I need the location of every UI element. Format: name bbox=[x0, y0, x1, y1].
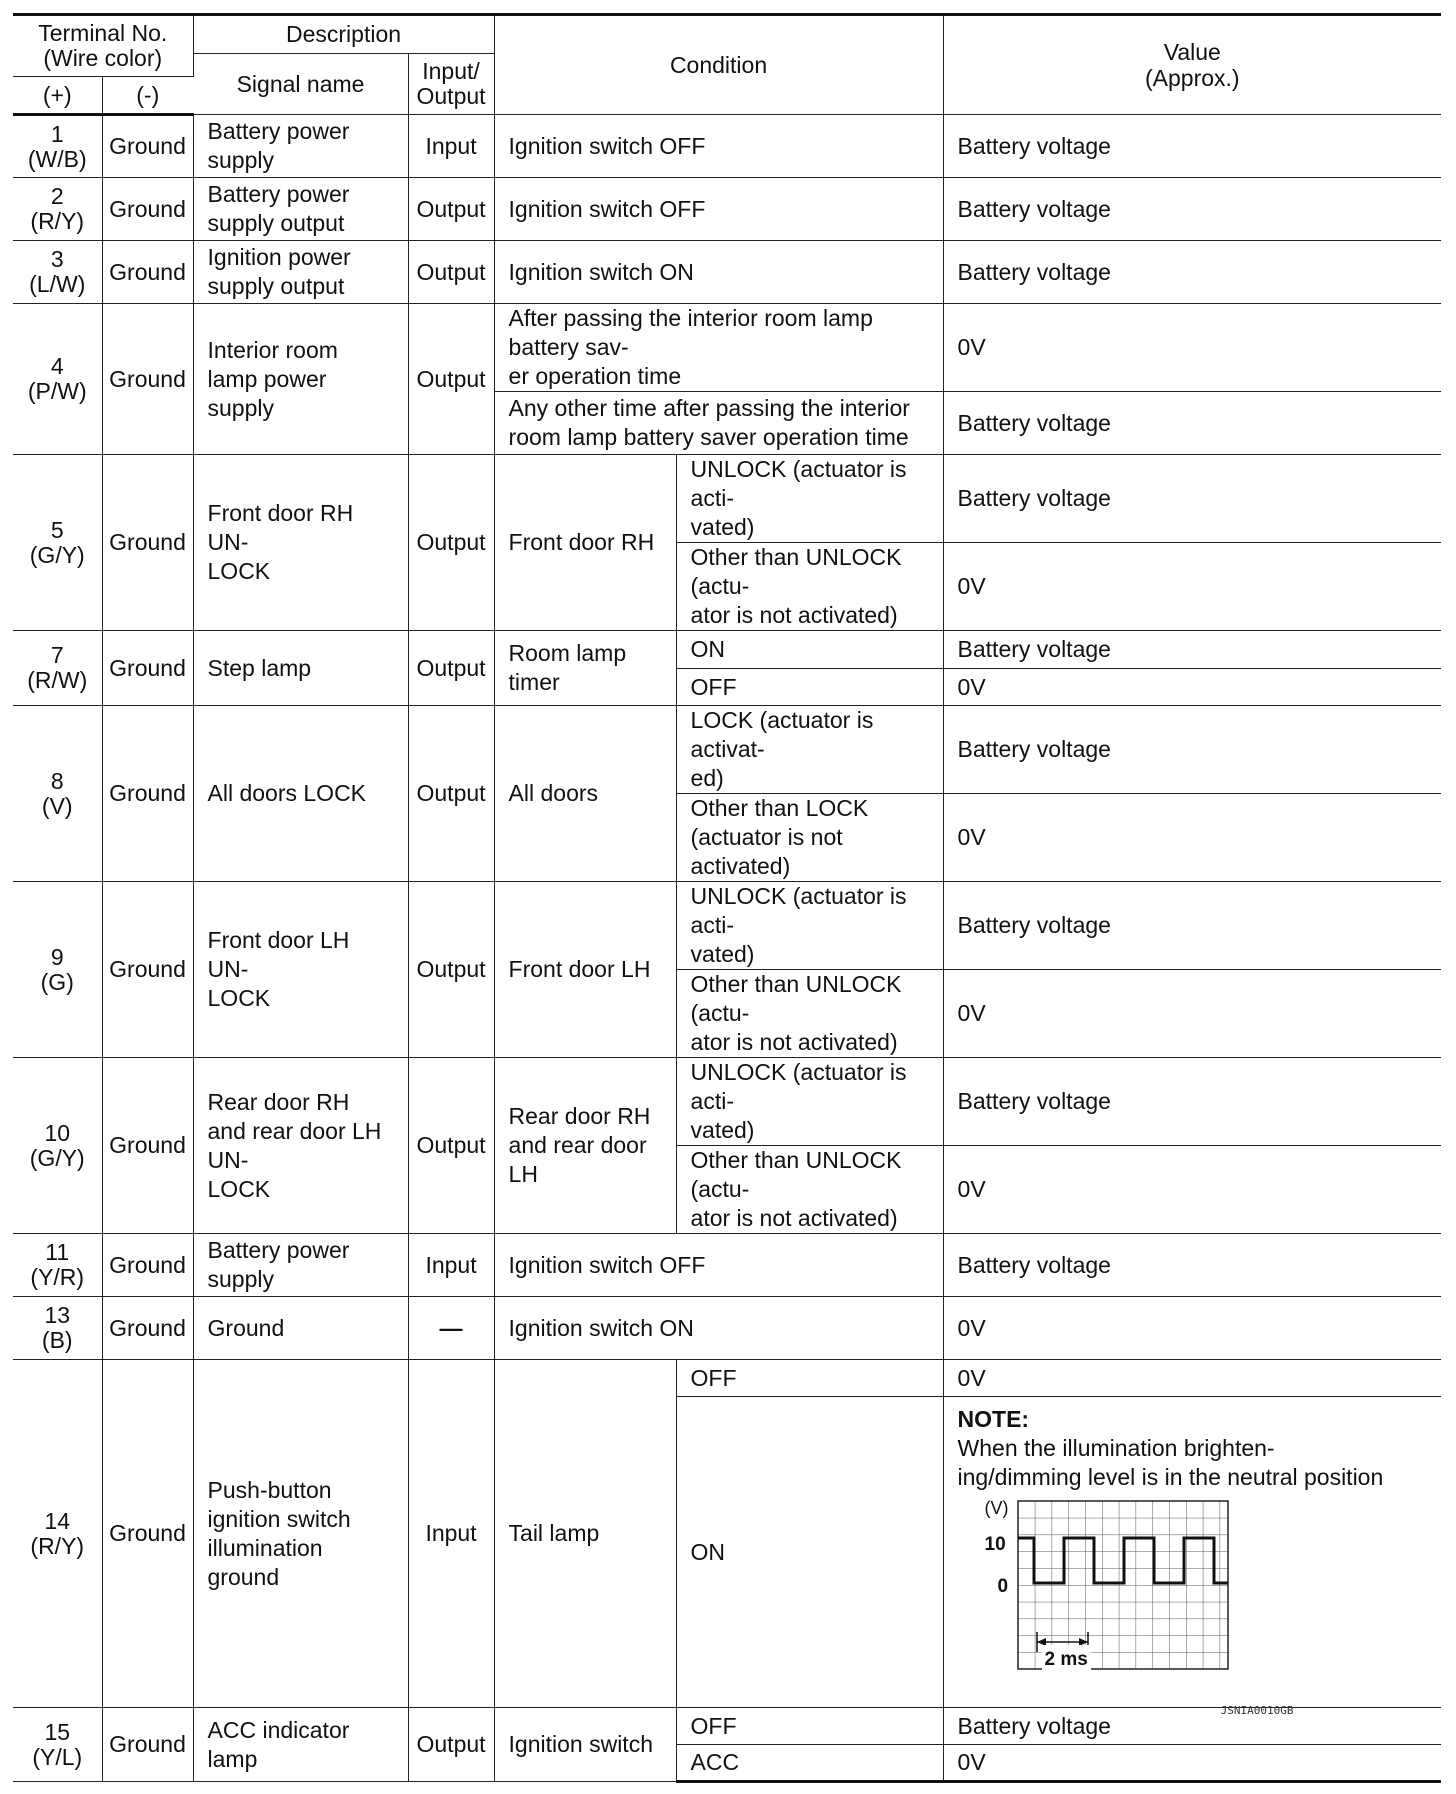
condition-cell: Front door LH bbox=[494, 882, 676, 1058]
ground-cell: Ground bbox=[102, 1234, 193, 1297]
waveform-graph bbox=[958, 1496, 1288, 1701]
sub-condition-cell: ON bbox=[676, 631, 943, 669]
terminal-cell: 5 (G/Y) bbox=[13, 455, 102, 631]
terminal-cell: 13 (B) bbox=[13, 1297, 102, 1360]
header-input-output: Input/ Output bbox=[408, 54, 494, 115]
value-cell: 0V bbox=[943, 1745, 1441, 1782]
sub-condition-cell: Other than LOCK (actuator is not activated) bbox=[676, 794, 943, 882]
ground-cell: Ground bbox=[102, 882, 193, 1058]
io-cell: Output bbox=[408, 631, 494, 706]
value-cell: Battery voltage bbox=[943, 392, 1441, 455]
header-condition: Condition bbox=[494, 15, 943, 115]
value-cell: Battery voltage bbox=[943, 241, 1441, 304]
io-cell: Output bbox=[408, 304, 494, 455]
table-row bbox=[13, 1297, 1441, 1360]
waveform-grid bbox=[1018, 1501, 1228, 1669]
table-row bbox=[13, 706, 1441, 794]
note-block bbox=[957, 1397, 1428, 1717]
signal-name-cell: Ignition power supply output bbox=[193, 241, 408, 304]
terminal-cell: 10 (G/Y) bbox=[13, 1058, 102, 1234]
condition-cell: All doors bbox=[494, 706, 676, 882]
io-cell: Output bbox=[408, 1708, 494, 1782]
table-row bbox=[13, 178, 1441, 241]
sub-condition-cell: UNLOCK (actuator is acti- vated) bbox=[676, 1058, 943, 1146]
value-cell: Battery voltage bbox=[943, 115, 1441, 178]
condition-cell: Ignition switch ON bbox=[494, 241, 943, 304]
condition-cell: Ignition switch OFF bbox=[494, 115, 943, 178]
signal-name-cell: Battery power supply bbox=[193, 115, 408, 178]
waveform-figure bbox=[958, 1496, 1294, 1717]
io-cell: Input bbox=[408, 1360, 494, 1708]
table-row bbox=[13, 1058, 1441, 1146]
value-cell: Battery voltage bbox=[943, 1708, 1441, 1745]
signal-name-cell: Step lamp bbox=[193, 631, 408, 706]
io-cell: Input bbox=[408, 1234, 494, 1297]
note-title: NOTE: bbox=[957, 1406, 1030, 1432]
sub-condition-cell: OFF bbox=[676, 1360, 943, 1397]
sub-condition-cell: Other than UNLOCK (actu- ator is not activated) bbox=[676, 543, 943, 631]
header-minus: (-) bbox=[102, 77, 193, 115]
header-terminal-no: Terminal No. (Wire color) bbox=[13, 15, 193, 77]
io-cell: Input bbox=[408, 115, 494, 178]
condition-cell: Ignition switch ON bbox=[494, 1297, 943, 1360]
condition-cell: Front door RH bbox=[494, 455, 676, 631]
value-cell: Battery voltage bbox=[943, 1058, 1441, 1146]
ground-cell: Ground bbox=[102, 706, 193, 882]
table-row bbox=[13, 882, 1441, 970]
note-text: When the illumination brighten- ing/dimming level is in the neutral position bbox=[957, 1435, 1384, 1490]
condition-cell: Rear door RH and rear door LH bbox=[494, 1058, 676, 1234]
signal-name-cell: Front door LH UN- LOCK bbox=[193, 882, 408, 1058]
table-row bbox=[13, 115, 1441, 178]
ground-cell: Ground bbox=[102, 241, 193, 304]
io-cell: Output bbox=[408, 882, 494, 1058]
ground-cell: Ground bbox=[102, 1058, 193, 1234]
io-cell: Output bbox=[408, 241, 494, 304]
table-row bbox=[13, 1360, 1441, 1397]
condition-cell: Ignition switch OFF bbox=[494, 1234, 943, 1297]
sub-condition-cell: Other than UNLOCK (actu- ator is not activated) bbox=[676, 1146, 943, 1234]
ground-cell: Ground bbox=[102, 178, 193, 241]
sub-condition-cell: UNLOCK (actuator is acti- vated) bbox=[676, 882, 943, 970]
ground-cell: Ground bbox=[102, 455, 193, 631]
terminal-cell: 15 (Y/L) bbox=[13, 1708, 102, 1782]
waveform-y-high-label: 10 bbox=[984, 1534, 1006, 1555]
terminal-table-sheet bbox=[13, 13, 1441, 1783]
signal-name-cell: Front door RH UN- LOCK bbox=[193, 455, 408, 631]
condition-cell: Ignition switch OFF bbox=[494, 178, 943, 241]
ground-cell: Ground bbox=[102, 631, 193, 706]
sub-condition-cell: OFF bbox=[676, 1708, 943, 1745]
table-row bbox=[13, 631, 1441, 669]
ground-cell: Ground bbox=[102, 304, 193, 455]
table-row bbox=[13, 1234, 1441, 1297]
figure-code: JSNIA0010GB bbox=[1220, 1704, 1294, 1717]
value-cell: Battery voltage bbox=[943, 882, 1441, 970]
condition-cell: Tail lamp bbox=[494, 1360, 676, 1708]
value-cell-note bbox=[943, 1397, 1441, 1717]
header-row-1 bbox=[13, 15, 1441, 54]
value-cell: Battery voltage bbox=[943, 455, 1441, 543]
io-cell: Output bbox=[408, 455, 494, 631]
terminal-cell: 11 (Y/R) bbox=[13, 1234, 102, 1297]
ground-cell: Ground bbox=[102, 1360, 193, 1708]
io-cell: Output bbox=[408, 706, 494, 882]
ground-cell: Ground bbox=[102, 1297, 193, 1360]
value-cell: Battery voltage bbox=[943, 631, 1441, 669]
signal-name-cell: Battery power supply output bbox=[193, 178, 408, 241]
signal-name-cell: Rear door RH and rear door LH UN- LOCK bbox=[193, 1058, 408, 1234]
ground-cell: Ground bbox=[102, 1708, 193, 1782]
waveform-unit-label: (V) bbox=[984, 1498, 1009, 1518]
signal-name-cell: All doors LOCK bbox=[193, 706, 408, 882]
value-cell: 0V bbox=[943, 970, 1441, 1058]
sub-condition-cell: Other than UNLOCK (actu- ator is not activated) bbox=[676, 970, 943, 1058]
value-cell: Battery voltage bbox=[943, 1234, 1441, 1297]
terminal-cell: 14 (R/Y) bbox=[13, 1360, 102, 1708]
signal-name-cell: Battery power supply bbox=[193, 1234, 408, 1297]
condition-cell: Any other time after passing the interior room lamp battery saver operation time bbox=[494, 392, 943, 455]
terminal-cell: 2 (R/Y) bbox=[13, 178, 102, 241]
value-cell: Battery voltage bbox=[943, 178, 1441, 241]
waveform-period-label: 2 ms bbox=[1042, 1645, 1091, 1674]
sub-condition-cell: ACC bbox=[676, 1745, 943, 1782]
value-cell: 0V bbox=[943, 794, 1441, 882]
ground-cell: Ground bbox=[102, 115, 193, 178]
condition-cell: Ignition switch bbox=[494, 1708, 676, 1782]
header-signal-name: Signal name bbox=[193, 54, 408, 115]
terminal-cell: 1 (W/B) bbox=[13, 115, 102, 178]
terminal-cell: 8 (V) bbox=[13, 706, 102, 882]
sub-condition-cell: OFF bbox=[676, 669, 943, 706]
signal-name-cell: Push-button ignition switch illumination ground bbox=[193, 1360, 408, 1708]
sub-condition-cell: LOCK (actuator is activat- ed) bbox=[676, 706, 943, 794]
value-cell: 0V bbox=[943, 1360, 1441, 1397]
io-cell: — bbox=[408, 1297, 494, 1360]
terminal-reference-table bbox=[13, 13, 1441, 1783]
condition-cell: Room lamp timer bbox=[494, 631, 676, 706]
signal-name-cell: Interior room lamp power supply bbox=[193, 304, 408, 455]
signal-name-cell: ACC indicator lamp bbox=[193, 1708, 408, 1782]
value-cell: 0V bbox=[943, 1297, 1441, 1360]
terminal-cell: 4 (P/W) bbox=[13, 304, 102, 455]
waveform-y-low-label: 0 bbox=[997, 1576, 1009, 1597]
terminal-cell: 7 (R/W) bbox=[13, 631, 102, 706]
table-row bbox=[13, 241, 1441, 304]
header-plus: (+) bbox=[13, 77, 102, 115]
header-value: Value (Approx.) bbox=[943, 15, 1441, 115]
value-cell: 0V bbox=[943, 1146, 1441, 1234]
header-description: Description bbox=[193, 15, 494, 54]
value-cell: 0V bbox=[943, 669, 1441, 706]
io-cell: Output bbox=[408, 1058, 494, 1234]
value-cell: 0V bbox=[943, 304, 1441, 392]
terminal-cell: 9 (G) bbox=[13, 882, 102, 1058]
table-row bbox=[13, 304, 1441, 392]
sub-condition-cell: ON bbox=[676, 1397, 943, 1708]
signal-name-cell: Ground bbox=[193, 1297, 408, 1360]
table-row bbox=[13, 455, 1441, 543]
value-cell: Battery voltage bbox=[943, 706, 1441, 794]
io-cell: Output bbox=[408, 178, 494, 241]
terminal-cell: 3 (L/W) bbox=[13, 241, 102, 304]
value-cell: 0V bbox=[943, 543, 1441, 631]
sub-condition-cell: UNLOCK (actuator is acti- vated) bbox=[676, 455, 943, 543]
condition-cell: After passing the interior room lamp battery sav- er operation time bbox=[494, 304, 943, 392]
